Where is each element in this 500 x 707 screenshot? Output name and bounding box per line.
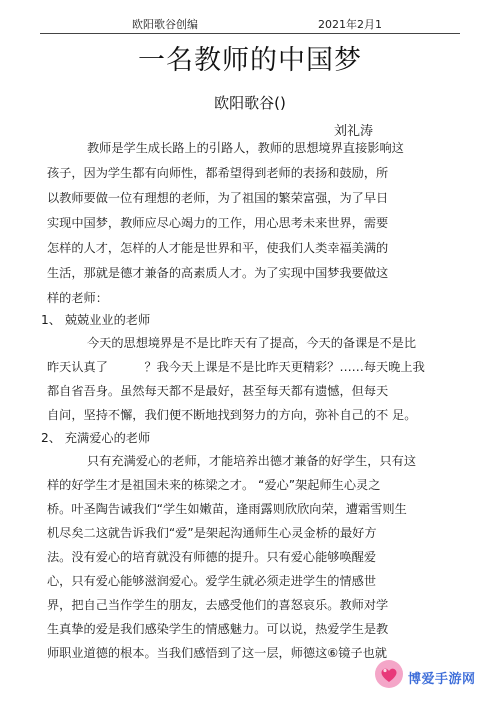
text-line: 以教师要做一位有理想的老师，为了祖国的繁荣富强，为了早日 <box>47 191 389 205</box>
text-line: 界，把自己当作学生的朋友，去感受他们的喜怒哀乐。教师对学 <box>47 598 389 612</box>
text-line: 怎样的人才，怎样的人才能是世界和平，使我们人类幸福美满的 <box>47 241 389 255</box>
text-line: 心，只有爱心能够滋润爱心。爱学生就必须走进学生的情感世 <box>47 574 377 588</box>
text-line: 法。没有爱心的培育就没有师德的提升。只有爱心能够唤醒爱 <box>47 550 377 564</box>
text-line: 孩子，因为学生都有向师性，都希望得到老师的表扬和鼓励，所 <box>47 166 389 180</box>
watermark-text: 博爱手游网 <box>408 672 476 687</box>
text-line: 生活，那就是德才兼备的高素质人才。为了实现中国梦我要做这 <box>47 266 389 280</box>
page-subtitle: 欧阳歌谷() <box>214 94 286 112</box>
text-line: 生真挚的爱是我们感染学生的情感魅力。可以说，热爱学生是教 <box>47 622 389 636</box>
text-line: 桥。叶圣陶告诫我们“学生如嫩苗，逢雨露则欣欣向荣，遭霜雪则生 <box>47 502 407 516</box>
section-heading: 1、 兢兢业业的老师 <box>41 313 151 327</box>
text-line: 都自省吾身。虽然每天都不是最好，甚至每天都有遗憾，但每天 <box>47 384 389 398</box>
page-title: 一名教师的中国梦 <box>138 45 362 76</box>
site-watermark <box>374 655 482 695</box>
text-line: 机尽矣二这就告诉我们“爱”是架起沟通师生心灵金桥的最好方 <box>47 526 377 540</box>
text-line: 样的好学生才是祖国未来的栋梁之才。 “爱心”架起师生心灵之 <box>47 478 381 492</box>
text-line: 昨天认真了 ？我今天上课是不是比昨天更精彩？……每天晚上我 <box>47 360 425 374</box>
header-date: 2021年2月1 <box>318 18 382 31</box>
section-heading: 2、 充满爱心的老师 <box>41 431 151 445</box>
text-line: 样的老师： <box>47 291 108 305</box>
text-line: 师职业道德的根本。当我们感悟到了这一层，师德这⑥镜子也就 <box>47 646 387 660</box>
heart-logo-icon <box>374 659 404 689</box>
text-line: 自问，坚持不懈，我们便不断地找到努力的方向，弥补自己的不 足。 <box>47 408 417 422</box>
header-editor: 欧阳歌谷创编 <box>132 18 198 31</box>
text-line: 今天的思想境界是不是比昨天有了提高，今天的备课是不是比 <box>87 336 417 350</box>
header-rule <box>40 33 460 34</box>
text-line: 实现中国梦，教师应尽心竭力的工作，用心思考未来世界，需要 <box>47 216 389 230</box>
text-line: 教师是学生成长路上的引路人，教师的思想境界直接影响这 <box>87 141 404 155</box>
author-name: 刘礼涛 <box>334 124 374 139</box>
text-line: 只有充满爱心的老师，才能培养出德才兼备的好学生，只有这 <box>87 454 417 468</box>
